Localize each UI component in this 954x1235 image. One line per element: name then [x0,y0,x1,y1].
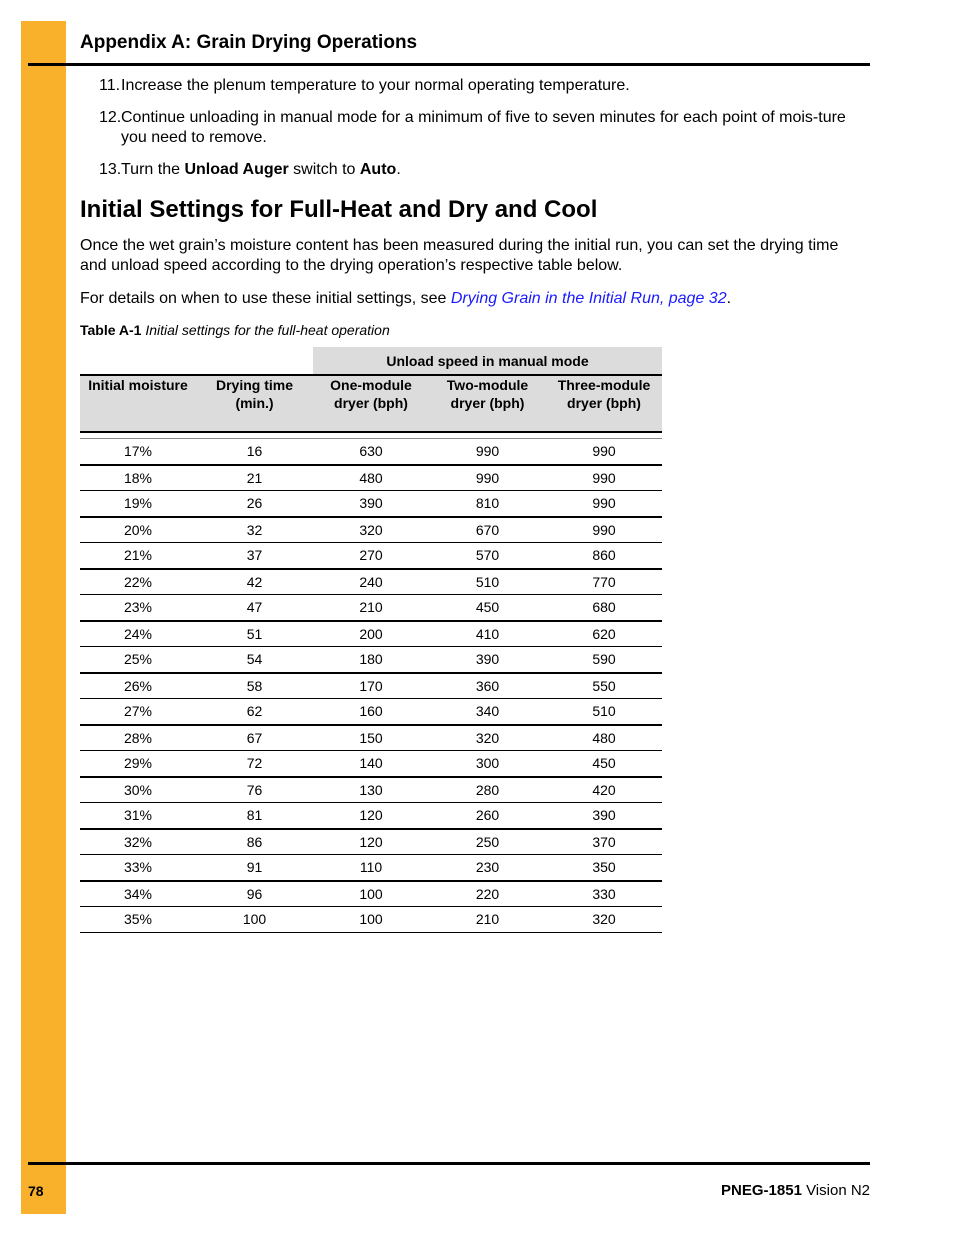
table-cell: 240 [313,569,429,595]
table-cell: 620 [546,621,662,647]
table-cell: 810 [429,491,546,517]
table-cell: 62 [196,699,313,725]
step-text: Turn the [121,161,185,178]
table-cell: 58 [196,673,313,699]
table-cell: 32% [80,829,196,855]
table-cell: 86 [196,829,313,855]
table-cell: 250 [429,829,546,855]
table-cell: 32 [196,517,313,543]
table-cell: 23% [80,595,196,621]
column-header-two-module: Two-module dryer (bph) [429,375,546,432]
table-cell: 170 [313,673,429,699]
table-cell: 120 [313,829,429,855]
table-cell: 150 [313,725,429,751]
step-text: . [396,161,401,178]
table-cell: 390 [313,491,429,517]
table-row [80,751,662,777]
step-number: 13. [99,161,122,178]
table-cell: 27% [80,699,196,725]
column-header-one-module: One-module dryer (bph) [313,375,429,432]
table-cell: 54 [196,647,313,673]
page-header-title: Appendix A: Grain Drying Operations [80,32,418,53]
table-cell: 300 [429,751,546,777]
table-cell: 350 [546,855,662,881]
table-cell: 180 [313,647,429,673]
table-cell: 990 [546,517,662,543]
table-row [80,673,662,699]
table-cell: 81 [196,803,313,829]
table-cell: 24% [80,621,196,647]
table-cell: 480 [546,725,662,751]
table-cell: 21 [196,465,313,491]
table-cell: 21% [80,543,196,569]
page-number: 78 [28,1183,44,1199]
table-cell: 76 [196,777,313,803]
table-cell: 28% [80,725,196,751]
table-caption [80,322,390,338]
table-cell: 72 [196,751,313,777]
table-cell: 91 [196,855,313,881]
table-cell: 230 [429,855,546,881]
table-caption-label: Table A-1 [80,322,142,338]
step-item [99,108,859,148]
table-cell: 96 [196,881,313,907]
table-cell: 18% [80,465,196,491]
section-title: Initial Settings for Full-Heat and Dry and Cool [80,196,598,223]
table-cell: 31% [80,803,196,829]
table-row [80,777,662,803]
step-item [99,160,859,180]
table-cell: 340 [429,699,546,725]
step-number: 11. [99,77,121,94]
table-cell: 210 [429,907,546,933]
table-cell: 17% [80,439,196,465]
table-row [80,907,662,933]
step-text: Auto [359,161,397,178]
table-cell: 680 [546,595,662,621]
table-cell: 990 [429,439,546,465]
step-text: Increase the plenum temperature to your normal operating temperature. [121,77,630,94]
table-cell: 320 [429,725,546,751]
table-cell: 35% [80,907,196,933]
table-cell: 510 [429,569,546,595]
table-cell: 100 [313,881,429,907]
table-cell: 990 [546,439,662,465]
step-text: Unload Auger [184,161,289,178]
table-row [80,621,662,647]
details-suffix: . [726,290,732,307]
table-row [80,543,662,569]
table-cell: 550 [546,673,662,699]
table-cell: 67 [196,725,313,751]
table-row [80,829,662,855]
table-cell: 480 [313,465,429,491]
footer-rule [28,1162,870,1165]
table-cell: 990 [546,491,662,517]
table-row [80,569,662,595]
table-cell: 570 [429,543,546,569]
table-cell: 450 [429,595,546,621]
table-cell: 100 [196,907,313,933]
table-row [80,647,662,673]
table-row [80,439,662,465]
table-cell: 130 [313,777,429,803]
document-id [721,1182,870,1199]
table-cell: 25% [80,647,196,673]
table-cell: 22% [80,569,196,595]
table-cell: 390 [429,647,546,673]
table-cell: 20% [80,517,196,543]
table-row [80,465,662,491]
table-cell: 210 [313,595,429,621]
step-text: Continue unloading in manual mode for a minimum of five to seven minutes for each point of mois-ture you need to remove. [121,109,846,146]
table-row [80,855,662,881]
table-row [80,803,662,829]
table-cell: 160 [313,699,429,725]
step-list [99,76,859,192]
document-code: PNEG-1851 [721,1182,802,1199]
group-header-unload-speed: Unload speed in manual mode [313,347,662,375]
table-cell: 270 [313,543,429,569]
table-cell: 630 [313,439,429,465]
table-cell: 47 [196,595,313,621]
column-header-initial-moisture: Initial moisture [80,375,196,432]
table-cell: 590 [546,647,662,673]
table-cell: 330 [546,881,662,907]
table-row [80,699,662,725]
settings-table [80,347,662,933]
table-cell: 990 [429,465,546,491]
details-prefix: For details on when to use these initial settings, see [80,290,451,307]
intro-paragraph: Once the wet grain’s moisture content has been measured during the initial run, you can set the drying time and unload speed according to the drying operation’s respective table below. [80,237,839,274]
table-cell: 140 [313,751,429,777]
step-item [99,76,859,96]
table-cell: 100 [313,907,429,933]
table-cell: 200 [313,621,429,647]
table-row [80,491,662,517]
table-cell: 320 [313,517,429,543]
table-cell: 390 [546,803,662,829]
table-cell: 29% [80,751,196,777]
table-cell: 51 [196,621,313,647]
table-cell: 16 [196,439,313,465]
table-cell: 370 [546,829,662,855]
table-row [80,881,662,907]
table-cell: 19% [80,491,196,517]
table-cell: 770 [546,569,662,595]
step-number: 12. [99,109,122,126]
column-header-three-module: Three-module dryer (bph) [546,375,662,432]
table-cell: 670 [429,517,546,543]
table-cell: 220 [429,881,546,907]
table-cell: 26 [196,491,313,517]
table-cell: 42 [196,569,313,595]
table-cell: 320 [546,907,662,933]
initial-run-link[interactable]: Drying Grain in the Initial Run, page 32 [450,290,727,307]
table-cell: 26% [80,673,196,699]
table-cell: 420 [546,777,662,803]
table-cell: 280 [429,777,546,803]
side-accent-bar [21,21,66,1214]
table-cell: 510 [546,699,662,725]
table-row [80,595,662,621]
step-text: switch to [288,161,360,178]
column-header-drying-time: Drying time (min.) [196,375,313,432]
table-cell: 37 [196,543,313,569]
table-cell: 34% [80,881,196,907]
table-cell: 860 [546,543,662,569]
table-cell: 120 [313,803,429,829]
table-cell: 260 [429,803,546,829]
header-rule [28,63,870,66]
table-cell: 110 [313,855,429,881]
table-cell: 450 [546,751,662,777]
document-name: Vision N2 [801,1182,870,1199]
table-row [80,725,662,751]
table-caption-text: Initial settings for the full-heat operation [145,322,390,338]
table-cell: 33% [80,855,196,881]
table-cell: 410 [429,621,546,647]
table-row [80,517,662,543]
table-cell: 990 [546,465,662,491]
table-cell: 30% [80,777,196,803]
table-cell: 360 [429,673,546,699]
details-paragraph [80,289,860,309]
